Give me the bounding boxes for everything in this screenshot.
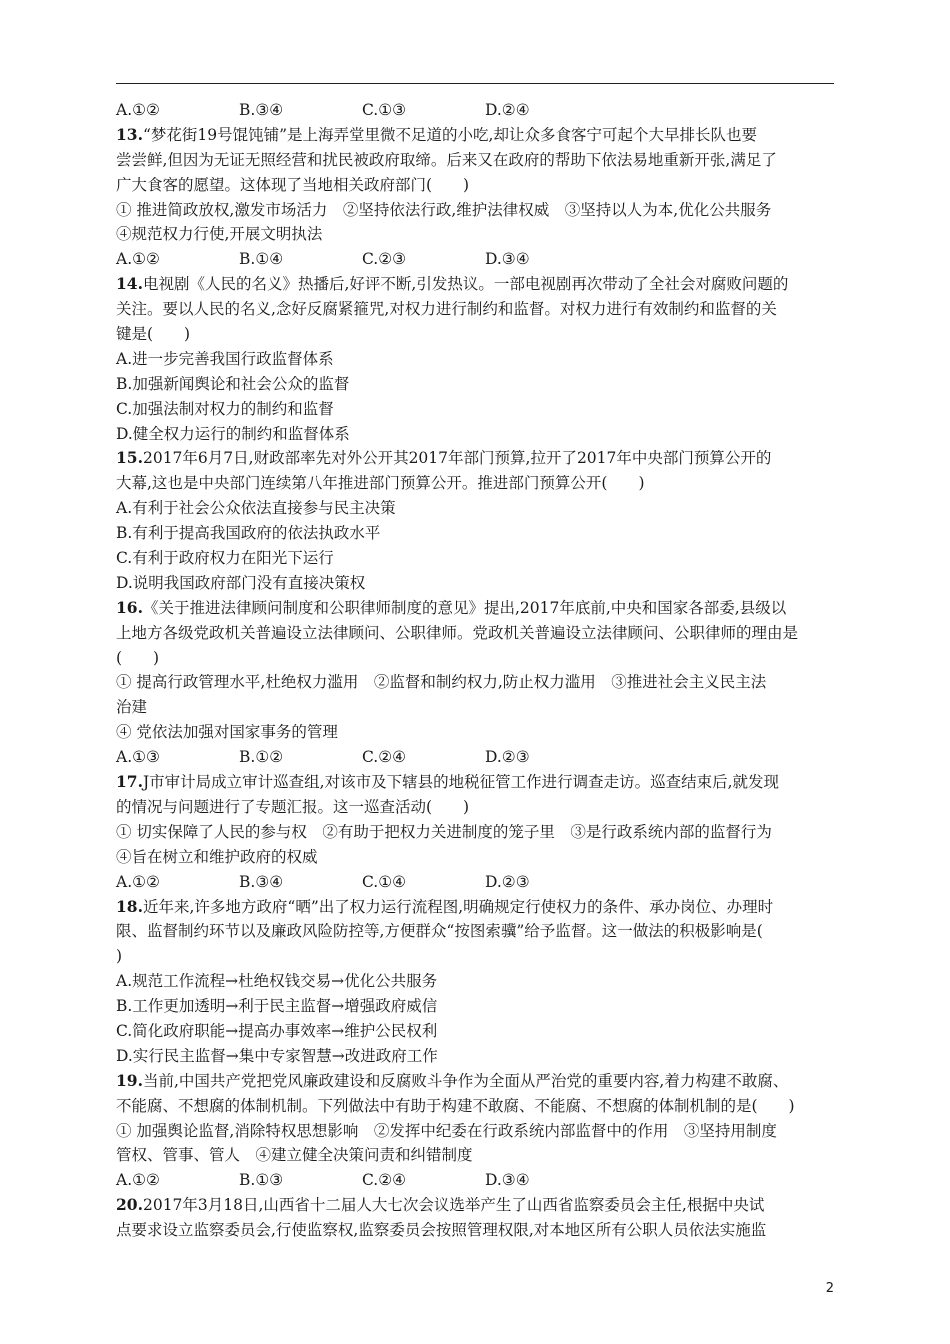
question-15 — [116, 446, 836, 595]
question-13 — [116, 123, 836, 272]
question-16 — [116, 596, 836, 770]
question-number: 13. — [116, 124, 143, 144]
question-number: 16. — [116, 597, 143, 617]
question-stem-line: 《关于推进法律顾问制度和公职律师制度的意见》提出,2017年底前,中央和国家各部委,县级以 — [142, 598, 787, 617]
option-c: C.②③ — [362, 250, 407, 269]
option-a: A.①② — [116, 1171, 160, 1190]
question-stem-line: 的情况与问题进行了专题汇报。这一巡查活动( ) — [116, 797, 470, 816]
option-a: A.①② — [116, 872, 160, 891]
option-b: B.有利于提高我国政府的依法执政水平 — [116, 524, 381, 543]
header-rule — [116, 83, 834, 84]
question-17 — [116, 770, 836, 894]
question-number: 14. — [116, 274, 143, 294]
option-a: A.有利于社会公众依法直接参与民主决策 — [116, 499, 396, 518]
question-stem-line: 尝尝鲜,但因为无证无照经营和扰民被政府取缔。后来又在政府的帮助下依法易地重新开张,满足了 — [116, 150, 777, 169]
question-14 — [116, 272, 836, 446]
answer-options — [116, 1168, 836, 1193]
question-stem-line: 大幕,这也是中央部门连续第八年推进部门预算公开。推进部门预算公开( ) — [116, 474, 645, 493]
question-number: 15. — [116, 448, 143, 468]
question-stem-line: “梦花街19号馄饨铺”是上海弄堂里微不足道的小吃,却让众多食客宁可起个大早排长队也要 — [142, 125, 757, 144]
question-stem-line: 上地方各级党政机关普遍设立法律顾问、公职律师。党政机关普遍设立法律顾问、公职律师的理由是 — [116, 623, 799, 642]
option-b: B.①④ — [239, 250, 284, 269]
option-d: D.健全权力运行的制约和监督体系 — [116, 424, 350, 443]
option-c: C.加强法制对权力的制约和监督 — [116, 399, 334, 418]
question-number: 18. — [116, 896, 143, 916]
question-stem-line: ( ) — [116, 648, 160, 667]
option-b: B.③④ — [239, 101, 284, 119]
option-d: D.③④ — [485, 1171, 530, 1190]
option-d: D.③④ — [485, 250, 530, 269]
statement-line: ① 加强舆论监督,消除特权思想影响 ②发挥中纪委在行政系统内部监督中的作用 ③坚持用制度 — [116, 1121, 777, 1140]
question-stem-line: 限、监督制约环节以及廉政风险防控等,方便群众“按图索骥”给予监督。这一做法的积极影响是( — [116, 922, 763, 941]
option-a: A.规范工作流程→杜绝权钱交易→优化公共服务 — [116, 972, 438, 991]
question-number: 19. — [116, 1070, 143, 1090]
option-c: C.①④ — [362, 872, 407, 891]
question-stem-line: ) — [116, 947, 123, 966]
option-a: A.①③ — [116, 748, 160, 767]
statement-line: ④旨在树立和维护政府的权威 — [116, 847, 318, 866]
statement-line: 管权、管事、管人 ④建立健全决策问责和纠错制度 — [116, 1146, 473, 1165]
page-number: 2 — [825, 1281, 834, 1296]
answer-options — [116, 247, 836, 272]
statement-line: ① 提高行政管理水平,杜绝权力滥用 ②监督和制约权力,防止权力滥用 ③推进社会主义民主法 — [116, 673, 767, 692]
answer-options — [116, 870, 836, 895]
statement-line: ① 切实保障了人民的参与权 ②有助于把权力关进制度的笼子里 ③是行政系统内部的监督行为 — [116, 822, 772, 841]
question-stem-line: 键是( ) — [116, 325, 191, 344]
option-c: C.简化政府职能→提高办事效率→维护公民权利 — [116, 1021, 438, 1040]
option-d: D.实行民主监督→集中专家智慧→改进政府工作 — [116, 1046, 438, 1065]
statement-line: ④规范权力行使,开展文明执法 — [116, 225, 323, 244]
answer-options — [116, 745, 836, 770]
question-content — [116, 98, 836, 1243]
option-c: C.②④ — [362, 748, 407, 767]
question-stem-line: 2017年3月18日,山西省十二届人大七次会议选举产生了山西省监察委员会主任,根据中央试 — [142, 1196, 765, 1215]
option-a: A.①② — [116, 250, 160, 269]
option-b: B.加强新闻舆论和社会公众的监督 — [116, 374, 350, 393]
question-stem-line: 2017年6月7日,财政部率先对外公开其2017年部门预算,拉开了2017年中央部门预算公开的 — [142, 449, 772, 468]
prev-question-options — [116, 98, 836, 123]
option-d: D.说明我国政府部门没有直接决策权 — [116, 573, 366, 592]
question-18 — [116, 895, 836, 1069]
question-stem-line: 电视剧《人民的名义》热播后,好评不断,引发热议。一部电视剧再次带动了全社会对腐败问题的 — [142, 275, 789, 294]
question-stem-line: 不能腐、不想腐的体制机制。下列做法中有助于构建不敢腐、不能腐、不想腐的体制机制的是( ) — [116, 1096, 795, 1115]
option-c: C.有利于政府权力在阳光下运行 — [116, 549, 334, 568]
option-a: A.①② — [116, 101, 160, 119]
option-b: B.③④ — [239, 872, 284, 891]
question-number: 17. — [116, 772, 143, 792]
option-d: D.②④ — [485, 101, 530, 119]
option-d: D.②③ — [485, 872, 530, 891]
statement-line: 治建 — [116, 698, 148, 717]
question-stem-line: J市审计局成立审计巡查组,对该市及下辖县的地税征管工作进行调查走访。巡查结束后,就发现 — [142, 773, 780, 792]
option-c: C.①③ — [362, 101, 407, 119]
option-b: B.工作更加透明→利于民主监督→增强政府威信 — [116, 997, 438, 1016]
question-stem-line: 点要求设立监察委员会,行使监察权,监察委员会按照管理权限,对本地区所有公职人员依法实施监 — [116, 1221, 767, 1240]
option-b: B.①② — [239, 748, 284, 767]
option-a: A.进一步完善我国行政监督体系 — [116, 349, 334, 368]
question-20 — [116, 1193, 836, 1243]
question-19 — [116, 1069, 836, 1193]
question-stem-line: 关注。要以人民的名义,念好反腐紧箍咒,对权力进行制约和监督。对权力进行有效制约和监督的关 — [116, 300, 777, 319]
option-d: D.②③ — [485, 748, 530, 767]
statement-line: ④ 党依法加强对国家事务的管理 — [116, 723, 338, 742]
question-stem-line: 近年来,许多地方政府“晒”出了权力运行流程图,明确规定行使权力的条件、承办岗位、办理时 — [142, 897, 774, 916]
question-number: 20. — [116, 1195, 143, 1215]
option-c: C.②④ — [362, 1171, 407, 1190]
option-b: B.①③ — [239, 1171, 284, 1190]
statement-line: ① 推进简政放权,激发市场活力 ②坚持依法行政,维护法律权威 ③坚持以人为本,优化公共服务 — [116, 200, 772, 219]
question-stem-line: 当前,中国共产党把党风廉政建设和反腐败斗争作为全面从严治党的重要内容,着力构建不敢腐、 — [142, 1071, 789, 1090]
question-stem-line: 广大食客的愿望。这体现了当地相关政府部门( ) — [116, 175, 470, 194]
